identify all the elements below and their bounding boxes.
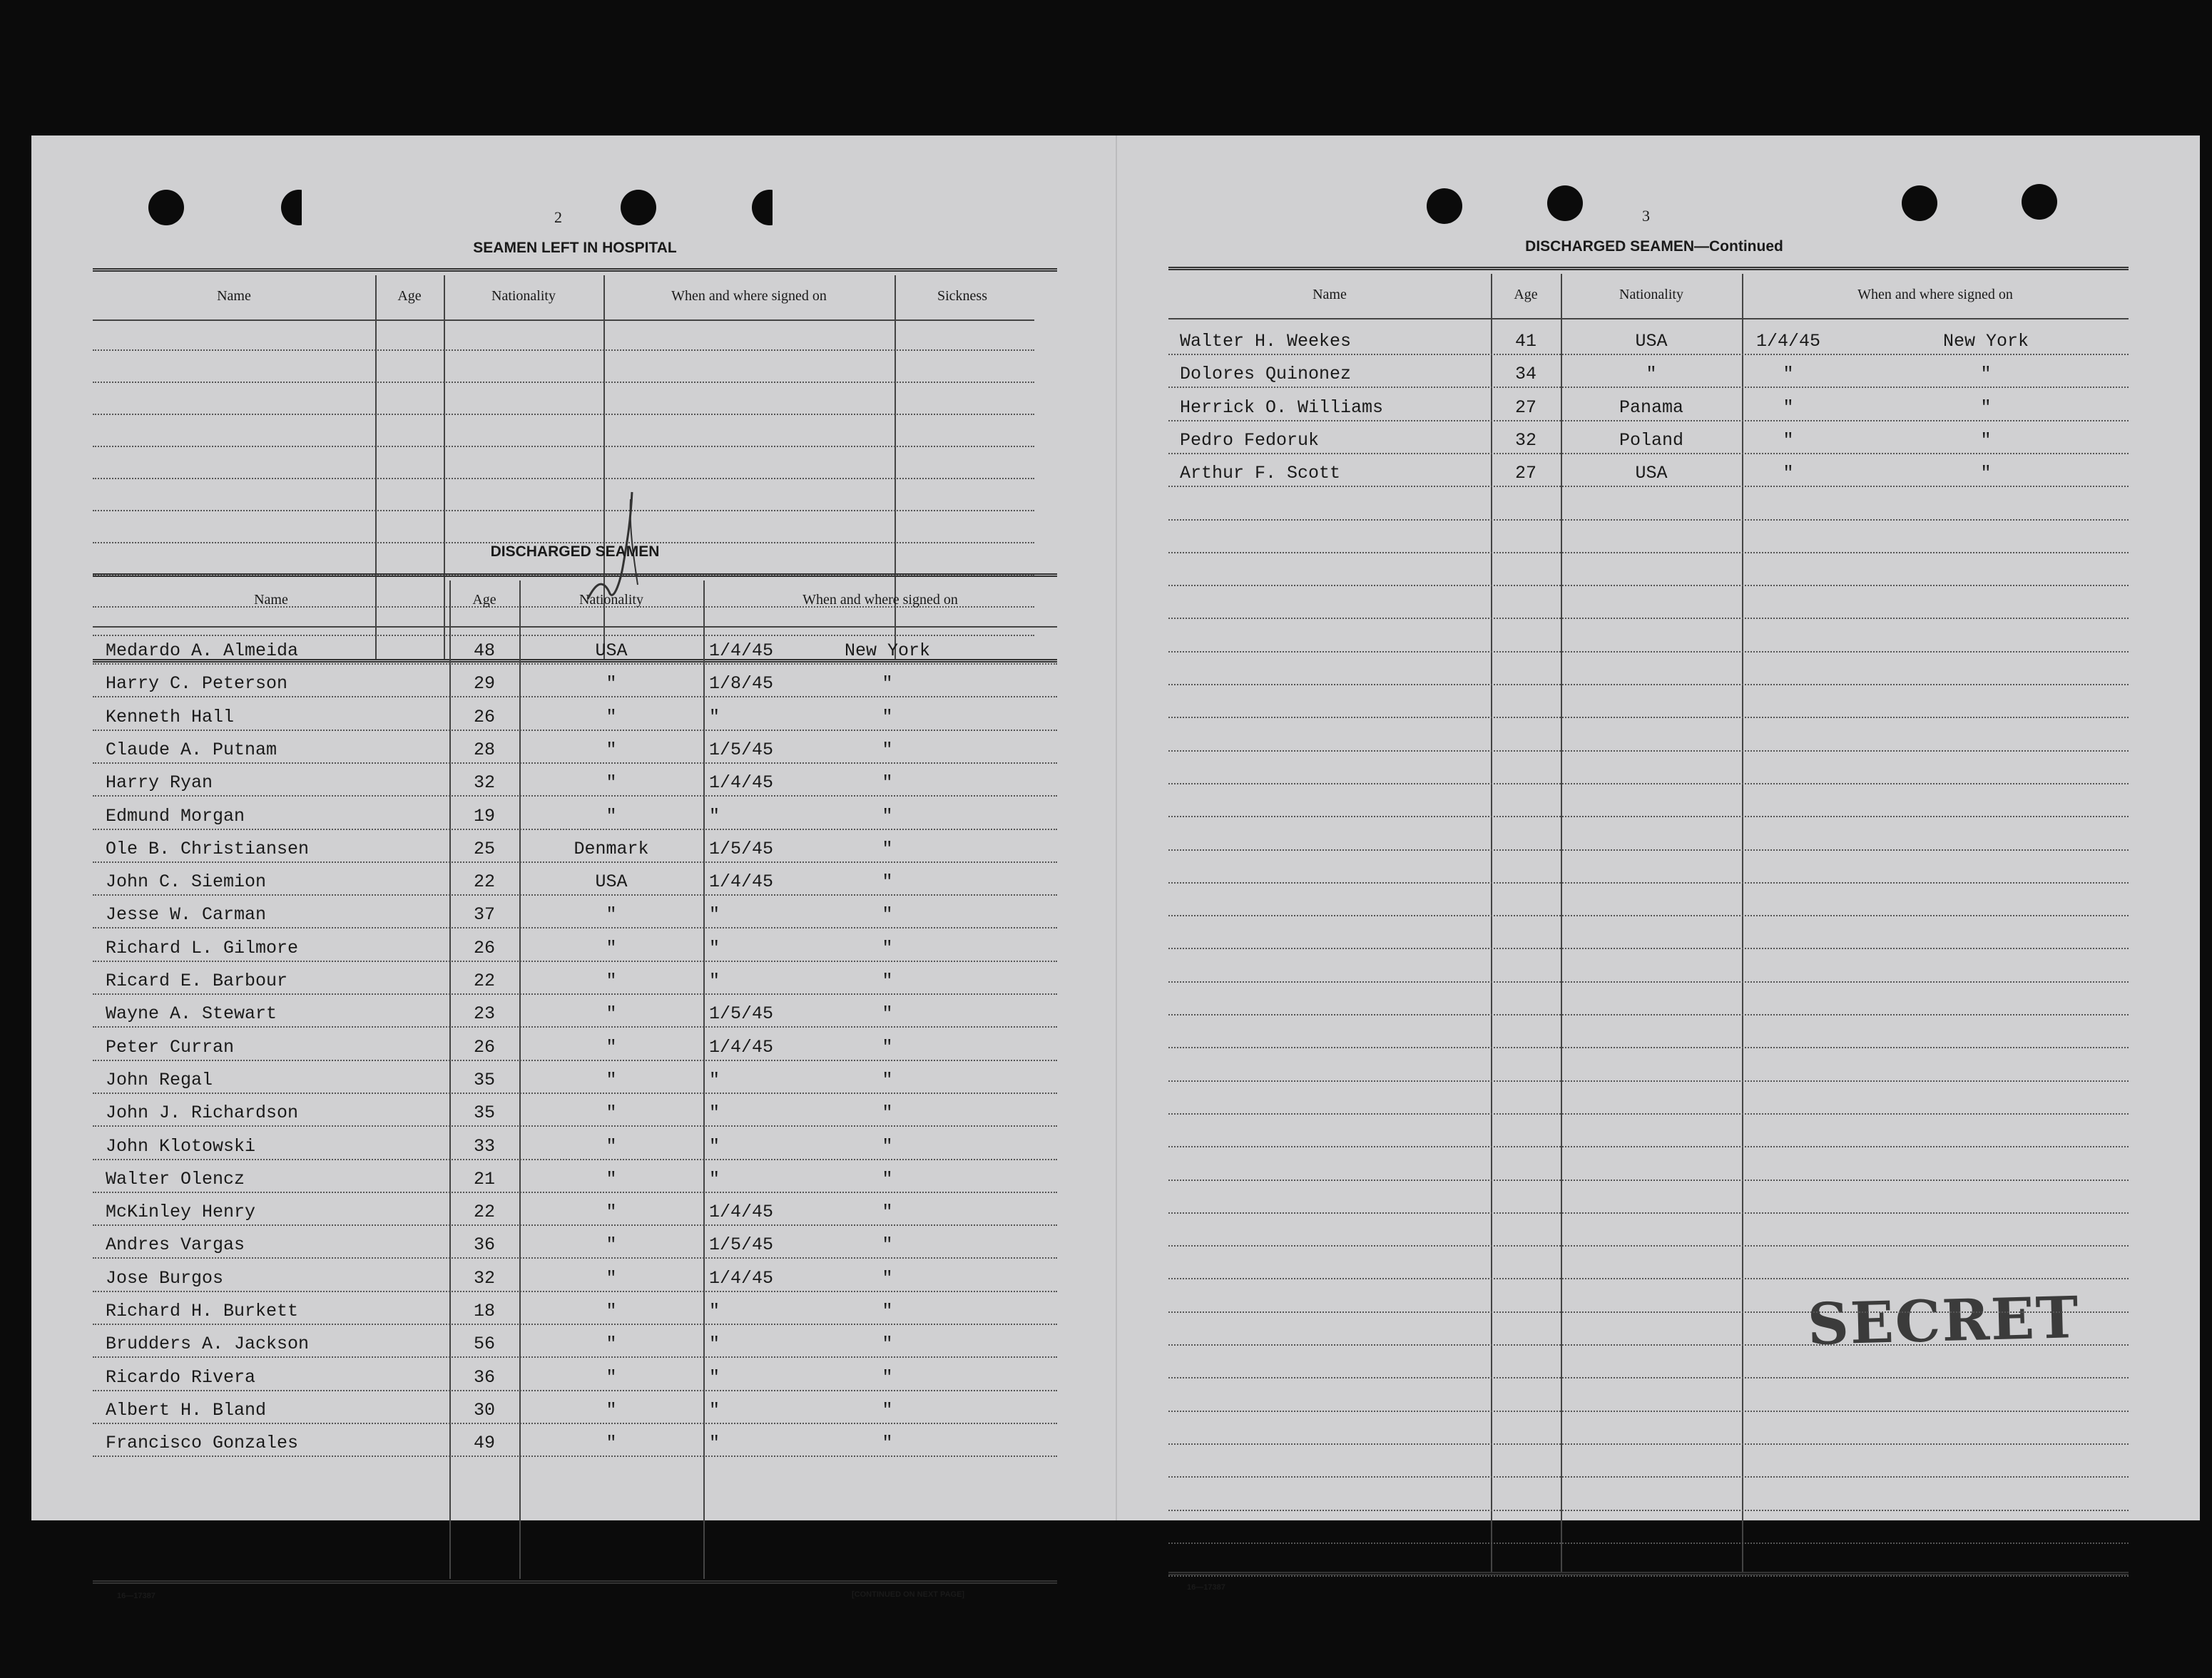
punch-hole — [148, 190, 184, 225]
col-header-nationality: Nationality — [1619, 287, 1683, 302]
row-line — [93, 993, 1057, 995]
rule — [93, 626, 1057, 628]
col-header-name: Name — [254, 592, 288, 608]
cell-age: 25 — [473, 838, 495, 859]
cell-name: Jose Burgos — [106, 1267, 224, 1289]
cell-date: " — [1783, 397, 1794, 418]
cell-nat: " — [606, 673, 617, 695]
cell-age: 22 — [473, 1202, 495, 1223]
punch-hole — [621, 190, 656, 225]
cell-age: 37 — [473, 904, 495, 926]
cell-nat: " — [606, 1267, 617, 1289]
row-line — [93, 1224, 1057, 1226]
cell-date: 1/4/45 — [709, 871, 774, 893]
cell-name: Medardo A. Almeida — [106, 640, 299, 661]
cell-place: " — [882, 971, 893, 991]
row-line — [1168, 1476, 2129, 1478]
row-line — [1168, 1014, 2129, 1016]
cell-place: " — [882, 673, 893, 695]
row-line — [1168, 948, 2129, 949]
section-title-discharged-continued — [1180, 238, 2129, 255]
cell-age: 36 — [473, 1234, 495, 1256]
handwritten-mark — [581, 478, 659, 606]
cell-date: " — [709, 805, 720, 827]
page-fold — [1116, 135, 1117, 1520]
rule — [93, 573, 1057, 577]
cell-date: " — [1783, 429, 1794, 451]
cell-nat: " — [606, 1168, 617, 1190]
cell-age: 19 — [473, 805, 495, 827]
col-header-nationality: Nationality — [579, 592, 643, 608]
col-header-sickness: Sickness — [937, 288, 987, 304]
cell-name: John C. Siemion — [106, 871, 267, 893]
row-line — [93, 696, 1057, 697]
cell-age: 41 — [1514, 331, 1536, 352]
cell-name: Francisco Gonzales — [106, 1433, 299, 1454]
cell-name: Albert H. Bland — [106, 1399, 267, 1421]
cell-nat: " — [606, 706, 617, 727]
row-line — [93, 1093, 1057, 1094]
cell-name: Pedro Fedoruk — [1180, 429, 1320, 451]
cell-name: Wayne A. Stewart — [106, 1003, 277, 1025]
cell-place: " — [882, 772, 893, 794]
cell-nat: USA — [1635, 331, 1668, 352]
cell-place: " — [882, 1234, 893, 1256]
cell-age: 36 — [473, 1366, 495, 1388]
cell-date: 1/5/45 — [709, 739, 774, 760]
cell-date: " — [709, 971, 720, 991]
cell-place: " — [882, 1202, 893, 1223]
row-line — [1168, 1377, 2129, 1378]
cell-age: 28 — [473, 739, 495, 760]
punch-hole — [1427, 188, 1462, 224]
cell-age: 48 — [473, 640, 495, 661]
cell-age: 56 — [473, 1334, 495, 1355]
cell-age: 29 — [473, 673, 495, 695]
cell-nat: " — [606, 1202, 617, 1223]
row-line — [1168, 486, 2129, 487]
section-title-hospital: SEAMEN LEFT IN HOSPITAL — [473, 240, 677, 256]
cell-nat: " — [1646, 364, 1657, 385]
page-number: 2 — [554, 208, 562, 226]
cell-place: " — [882, 904, 893, 926]
row-line — [93, 894, 1057, 896]
cell-date: 1/5/45 — [709, 1003, 774, 1025]
cell-place: " — [882, 1334, 893, 1355]
row-line — [1168, 1575, 2129, 1577]
cell-date: 1/4/45 — [709, 1267, 774, 1289]
section-title-text: DISCHARGED SEAMEN — [1525, 238, 1695, 255]
cell-age: 18 — [473, 1301, 495, 1321]
blank-line — [93, 478, 1034, 479]
cell-nat: " — [606, 1301, 617, 1321]
cell-age: 30 — [473, 1399, 495, 1421]
row-line — [1168, 816, 2129, 817]
cell-age: 34 — [1514, 364, 1536, 385]
cell-date: " — [1783, 463, 1794, 484]
cell-place: " — [882, 937, 893, 958]
cell-nat: " — [606, 1366, 617, 1388]
cell-nat: " — [606, 1234, 617, 1256]
row-line — [1168, 519, 2129, 521]
cell-age: 26 — [473, 706, 495, 727]
blank-line — [93, 510, 1034, 511]
row-line — [1168, 981, 2129, 983]
cell-nat: " — [606, 772, 617, 794]
cell-date: " — [709, 1399, 720, 1421]
cell-place: " — [882, 1433, 893, 1454]
row-line — [93, 961, 1057, 962]
cell-place: " — [882, 1069, 893, 1090]
col-header-age: Age — [1514, 287, 1538, 302]
cell-nat: " — [606, 1334, 617, 1355]
cell-nat: " — [606, 904, 617, 926]
cell-age: 27 — [1514, 397, 1536, 418]
cell-place: " — [882, 1301, 893, 1321]
col-header-signed-on: When and where signed on — [1857, 287, 2013, 302]
cell-date: " — [709, 1301, 720, 1321]
row-line — [93, 1356, 1057, 1358]
row-line — [1168, 1245, 2129, 1247]
cell-date: 1/5/45 — [709, 838, 774, 859]
row-line — [1168, 1278, 2129, 1279]
row-line — [93, 1026, 1057, 1028]
cell-place: " — [882, 1366, 893, 1388]
cell-name: Dolores Quinonez — [1180, 364, 1352, 385]
blank-line — [93, 382, 1034, 383]
col-header-nationality: Nationality — [491, 288, 556, 304]
row-line — [1168, 1344, 2129, 1346]
section-title-discharged: DISCHARGED SEAMEN — [490, 543, 660, 560]
cell-place: " — [882, 838, 893, 859]
col-header-age: Age — [472, 592, 496, 608]
row-line — [1168, 849, 2129, 851]
cell-date: " — [709, 937, 720, 958]
cell-age: 49 — [473, 1433, 495, 1454]
cell-name: John J. Richardson — [106, 1103, 299, 1124]
row-line — [1168, 1543, 2129, 1544]
row-line — [93, 1125, 1057, 1127]
cell-date: 1/8/45 — [709, 673, 774, 695]
cell-place: " — [882, 1103, 893, 1124]
rule — [93, 319, 1034, 321]
col-header-signed-on: When and where signed on — [802, 592, 958, 608]
cell-name: John Regal — [106, 1069, 213, 1090]
row-line — [1168, 750, 2129, 752]
cell-name: McKinley Henry — [106, 1202, 256, 1223]
blank-line — [93, 349, 1034, 351]
row-line — [93, 762, 1057, 764]
cell-date: " — [709, 1103, 720, 1124]
cell-place: " — [882, 1267, 893, 1289]
page-number: 3 — [1642, 207, 1650, 225]
cell-nat: USA — [595, 871, 628, 893]
cell-date: 1/4/45 — [709, 1202, 774, 1223]
cell-name: Walter H. Weekes — [1180, 331, 1352, 352]
row-line — [93, 1324, 1057, 1325]
punch-hole-partial — [752, 190, 788, 225]
cell-place: " — [882, 1399, 893, 1421]
cell-name: Ole B. Christiansen — [106, 838, 310, 859]
row-line — [1168, 783, 2129, 784]
cell-name: Herrick O. Williams — [1180, 397, 1384, 418]
cell-age: 35 — [473, 1069, 495, 1090]
cell-date: 1/4/45 — [1755, 331, 1820, 352]
cell-age: 22 — [473, 871, 495, 893]
row-line — [1168, 1212, 2129, 1214]
secret-stamp: SECRET — [1806, 1284, 2081, 1358]
row-line — [93, 1390, 1057, 1391]
cell-place: " — [1980, 463, 1992, 484]
cell-name: Harry Ryan — [106, 772, 213, 794]
row-line — [93, 927, 1057, 928]
form-number: 16—17387 — [1187, 1583, 1225, 1592]
row-line — [1168, 453, 2129, 454]
rule — [93, 268, 1057, 272]
rule — [1168, 267, 2129, 270]
row-line — [1168, 420, 2129, 421]
col-header-signed-on: When and where signed on — [671, 288, 827, 304]
row-line — [1168, 387, 2129, 388]
cell-date: " — [709, 1069, 720, 1090]
row-line — [1168, 585, 2129, 586]
cell-nat: " — [606, 739, 617, 760]
row-line — [93, 1456, 1057, 1457]
document-sheet — [31, 135, 2200, 1600]
cell-name: Claude A. Putnam — [106, 739, 277, 760]
cell-name: Arthur F. Scott — [1180, 463, 1341, 484]
row-line — [93, 730, 1057, 731]
cell-nat: Poland — [1619, 429, 1683, 451]
cell-place: " — [1980, 397, 1992, 418]
section-title-suffix: —Continued — [1694, 238, 1783, 255]
cell-age: 26 — [473, 1036, 495, 1058]
cell-age: 22 — [473, 971, 495, 991]
cell-date: " — [709, 904, 720, 926]
cell-date: " — [709, 1168, 720, 1190]
row-line — [1168, 651, 2129, 653]
cell-name: Brudders A. Jackson — [106, 1334, 310, 1355]
row-line — [1168, 1080, 2129, 1082]
row-line — [1168, 1180, 2129, 1181]
cell-name: Ricard E. Barbour — [106, 971, 288, 991]
cell-place: " — [882, 805, 893, 827]
row-line — [93, 1291, 1057, 1292]
cell-date: " — [709, 1433, 720, 1454]
cell-name: Richard L. Gilmore — [106, 937, 299, 958]
cell-date: " — [709, 706, 720, 727]
row-line — [1168, 882, 2129, 884]
cell-date: " — [1783, 364, 1794, 385]
cell-age: 33 — [473, 1135, 495, 1157]
row-line — [93, 1159, 1057, 1160]
row-line — [93, 861, 1057, 863]
cell-name: Richard H. Burkett — [106, 1301, 299, 1321]
row-line — [93, 1060, 1057, 1061]
cell-nat: USA — [595, 640, 628, 661]
rule — [1168, 318, 2129, 319]
cell-name: Kenneth Hall — [106, 706, 235, 727]
cell-date: " — [709, 1135, 720, 1157]
row-line — [1168, 618, 2129, 619]
row-line — [1168, 684, 2129, 685]
cell-nat: " — [606, 1433, 617, 1454]
cell-nat: " — [606, 805, 617, 827]
cell-name: Walter Olencz — [106, 1168, 245, 1190]
cell-nat: " — [606, 1399, 617, 1421]
punch-hole-partial — [281, 190, 317, 225]
cell-age: 21 — [473, 1168, 495, 1190]
cell-nat: USA — [1635, 463, 1668, 484]
cell-date: 1/4/45 — [709, 772, 774, 794]
punch-hole — [1547, 185, 1583, 221]
row-line — [93, 1192, 1057, 1193]
cell-age: 27 — [1514, 463, 1536, 484]
cell-name: Jesse W. Carman — [106, 904, 267, 926]
cell-place: New York — [1942, 331, 2029, 352]
cell-place: " — [882, 871, 893, 893]
row-line — [1168, 1047, 2129, 1048]
cell-nat: Panama — [1619, 397, 1683, 418]
col-header-age: Age — [397, 288, 422, 304]
cell-place: " — [882, 706, 893, 727]
row-line — [1168, 1311, 2129, 1313]
row-line — [1168, 1443, 2129, 1445]
blank-line — [93, 635, 1034, 636]
form-number: 16—17387 — [117, 1592, 156, 1600]
punch-hole — [1902, 185, 1937, 221]
cell-place: New York — [844, 640, 931, 661]
cell-place: " — [882, 1003, 893, 1025]
col-header-name: Name — [1313, 287, 1347, 302]
row-line — [1168, 1510, 2129, 1511]
row-line — [1168, 1146, 2129, 1147]
cell-date: 1/5/45 — [709, 1234, 774, 1256]
cell-nat: " — [606, 1003, 617, 1025]
cell-place: " — [882, 739, 893, 760]
cell-nat: " — [606, 971, 617, 991]
cell-place: " — [882, 1168, 893, 1190]
cell-date: 1/4/45 — [709, 640, 774, 661]
cell-age: 32 — [473, 772, 495, 794]
row-line — [93, 829, 1057, 830]
cell-nat: " — [606, 1036, 617, 1058]
cell-age: 32 — [473, 1267, 495, 1289]
cell-age: 26 — [473, 937, 495, 958]
row-line — [93, 1423, 1057, 1424]
cell-age: 32 — [1514, 429, 1536, 451]
cell-date: " — [709, 1366, 720, 1388]
col-header-name: Name — [217, 288, 251, 304]
blank-line — [93, 414, 1034, 415]
cell-nat: Denmark — [574, 838, 649, 859]
cell-date: 1/4/45 — [709, 1036, 774, 1058]
cell-nat: " — [606, 1069, 617, 1090]
row-line — [1168, 1113, 2129, 1115]
cell-name: John Klotowski — [106, 1135, 256, 1157]
row-line — [1168, 915, 2129, 916]
row-line — [1168, 552, 2129, 553]
row-line — [1168, 354, 2129, 355]
cell-place: " — [882, 1036, 893, 1058]
cell-name: Ricardo Rivera — [106, 1366, 256, 1388]
cell-name: Andres Vargas — [106, 1234, 245, 1256]
cell-place: " — [1980, 364, 1992, 385]
punch-hole — [2022, 184, 2057, 220]
cell-age: 35 — [473, 1103, 495, 1124]
cell-date: " — [709, 1334, 720, 1355]
row-line — [93, 795, 1057, 797]
blank-line — [93, 446, 1034, 447]
cell-place: " — [882, 1135, 893, 1157]
cell-nat: " — [606, 937, 617, 958]
cell-nat: " — [606, 1135, 617, 1157]
row-line — [93, 1257, 1057, 1259]
cell-name: Edmund Morgan — [106, 805, 245, 827]
row-line — [1168, 1411, 2129, 1412]
cell-name: Peter Curran — [106, 1036, 235, 1058]
row-line — [93, 663, 1057, 665]
row-line — [1168, 717, 2129, 718]
cell-name: Harry C. Peterson — [106, 673, 288, 695]
cell-place: " — [1980, 429, 1992, 451]
cell-nat: " — [606, 1103, 617, 1124]
rule — [93, 1580, 1057, 1584]
cell-age: 23 — [473, 1003, 495, 1025]
continued-note: [CONTINUED ON NEXT PAGE] — [852, 1590, 965, 1599]
